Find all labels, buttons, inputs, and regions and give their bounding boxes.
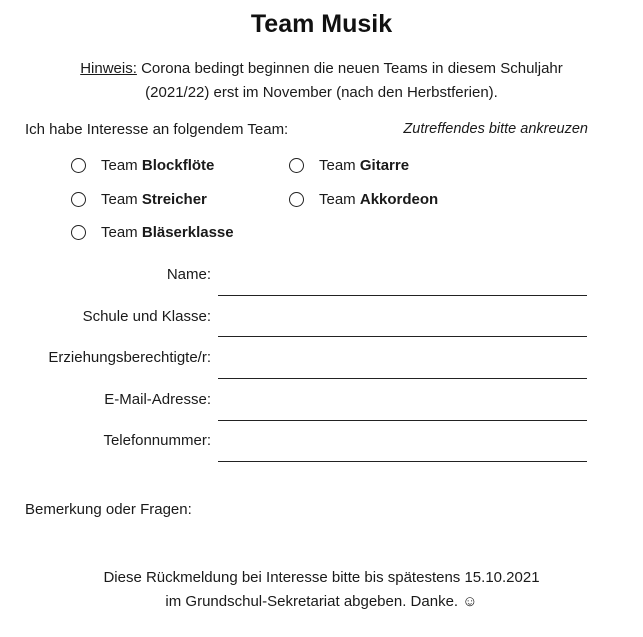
option-blaeserklasse[interactable]	[71, 221, 234, 243]
option-akkordeon[interactable]	[289, 188, 438, 210]
tick-hint: Zutreffendes bitte ankreuzen	[403, 121, 588, 137]
remark-label: Bemerkung oder Fragen:	[25, 501, 192, 518]
email-field[interactable]	[218, 420, 587, 421]
hint-label: Hinweis:	[80, 60, 137, 77]
hint-line-1	[0, 60, 643, 77]
phone-label: Telefonnummer:	[103, 432, 211, 449]
phone-field[interactable]	[218, 461, 587, 462]
name-field[interactable]	[218, 295, 587, 296]
hint-line-2: (2021/22) erst im November (nach den Herbstferien).	[145, 84, 498, 101]
radio-blockfloete[interactable]	[71, 158, 86, 173]
hint-text: Corona bedingt beginnen die neuen Teams in diesem Schuljahr	[136, 60, 563, 77]
radio-blaeserklasse[interactable]	[71, 225, 86, 240]
school-class-label: Schule und Klasse:	[82, 308, 211, 325]
footer-line-2: im Grundschul-Sekretariat abgeben. Danke. ☺	[165, 593, 478, 610]
option-label: Team Gitarre	[319, 156, 410, 174]
radio-akkordeon[interactable]	[289, 192, 304, 207]
school-class-field[interactable]	[218, 336, 587, 337]
radio-streicher[interactable]	[71, 192, 86, 207]
radio-gitarre[interactable]	[289, 158, 304, 173]
option-label: Team Akkordeon	[319, 190, 439, 208]
guardian-label: Erziehungsberechtigte/r:	[48, 349, 211, 366]
option-label: Team Blockflöte	[101, 156, 215, 174]
page-title: Team Musik	[250, 10, 393, 38]
option-streicher[interactable]	[71, 188, 207, 210]
guardian-field[interactable]	[218, 378, 587, 379]
interest-text: Ich habe Interesse an folgendem Team:	[25, 121, 289, 138]
footer-line-1: Diese Rückmeldung bei Interesse bitte bis spätestens 15.10.2021	[103, 569, 540, 586]
option-label: Team Streicher	[101, 190, 207, 208]
option-blockfloete[interactable]	[71, 154, 214, 176]
option-label: Team Bläserklasse	[101, 223, 234, 241]
email-label: E-Mail-Adresse:	[104, 391, 211, 408]
option-gitarre[interactable]	[289, 154, 409, 176]
name-label: Name:	[166, 266, 211, 283]
